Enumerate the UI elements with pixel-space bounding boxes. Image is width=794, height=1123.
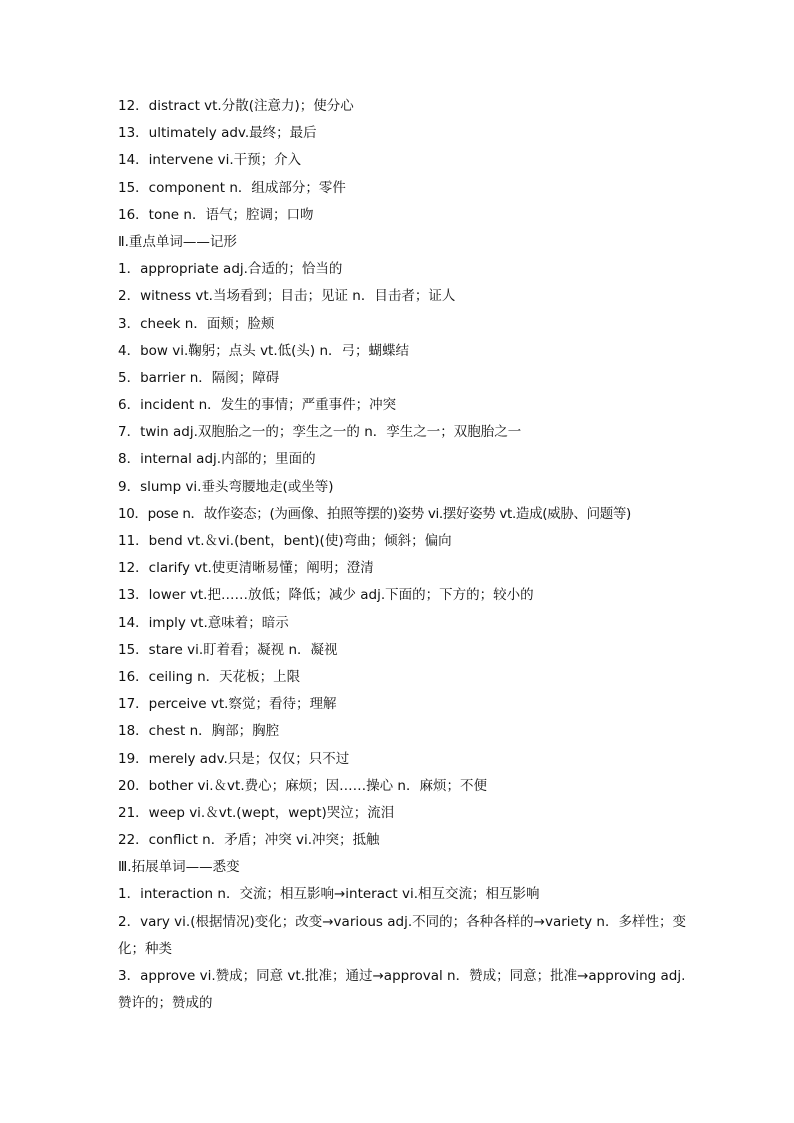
entry-line: 9．slump vi.垂头弯腰地走(或坐等) xyxy=(118,478,334,495)
entry-line: 17．perceive vt.察觉；看待；理解 xyxy=(118,696,337,713)
vocabulary-list xyxy=(118,93,688,1017)
entry-line: 12．distract vt.分散(注意力)；使分心 xyxy=(118,98,354,114)
entry-line: 18．chest n．胸部；胸腔 xyxy=(118,723,280,740)
entry-line: 14．intervene vi.干预；介入 xyxy=(118,152,302,169)
entry-line: 5．barrier n．隔阂；障碍 xyxy=(118,369,280,386)
entry-line: 1．interaction n．交流；相互影响→interact vi.相互交流；相互影响 xyxy=(118,886,540,903)
section-heading-extended-words: Ⅲ.拓展单词——悉变 xyxy=(118,859,240,876)
entry-line: 11．bend vt.＆vi.(bent，bent)(使)弯曲；倾斜；偏向 xyxy=(118,533,452,549)
entry-line: 7．twin adj.双胞胎之一的；孪生之一的 n．孪生之一；双胞胎之一 xyxy=(118,424,522,441)
entry-line: 4．bow vi.鞠躬；点头 vt.低(头) n．弓；蝴蝶结 xyxy=(118,342,410,359)
section-heading-key-words: Ⅱ.重点单词——记形 xyxy=(118,233,237,250)
entry-line: 15．component n．组成部分；零件 xyxy=(118,179,346,196)
entry-line: 21．weep vi.＆vt.(wept，wept)哭泣；流泪 xyxy=(118,804,395,821)
entry-line: 12．clarify vt.使更清晰易懂；阐明；澄清 xyxy=(118,560,374,577)
entry-line: 13．lower vt.把……放低；降低；减少 adj.下面的；下方的；较小的 xyxy=(118,587,534,604)
entry-line: 3．cheek n．面颊；脸颊 xyxy=(118,315,275,332)
entry-line-wrapped: 3．approve vi.赞成；同意 vt.批准；通过→approval n．赞成；同意；批准→approving adj.赞许的；赞成的 xyxy=(118,968,686,1012)
entry-line: 2．witness vt.当场看到；目击；见证 n．目击者；证人 xyxy=(118,288,456,305)
entry-line-wrapped: 2．vary vi.(根据情况)变化；改变→various adj.不同的；各种各样的→variety n．多样性；变化；种类 xyxy=(118,913,686,957)
entry-line: 1．appropriate adj.合适的；恰当的 xyxy=(118,261,343,278)
entry-line: 10．pose n．故作姿态；(为画像、拍照等摆的)姿势 vi.摆好姿势 vt.造成(威胁、问题等) xyxy=(118,505,631,522)
entry-line: 16．ceiling n．天花板；上限 xyxy=(118,668,301,685)
entry-line: 15．stare vi.盯着看；凝视 n．凝视 xyxy=(118,641,338,658)
entry-line: 16．tone n．语气；腔调；口吻 xyxy=(118,206,314,223)
entry-line: 20．bother vi.＆vt.费心；麻烦；因……操心 n．麻烦；不便 xyxy=(118,777,487,794)
entry-line: 19．merely adv.只是；仅仅；只不过 xyxy=(118,750,350,767)
entry-line: 22．conflict n．矛盾；冲突 vi.冲突；抵触 xyxy=(118,832,380,849)
entry-line: 6．incident n．发生的事情；严重事件；冲突 xyxy=(118,397,397,414)
entry-line: 14．imply vt.意味着；暗示 xyxy=(118,614,289,631)
entry-line: 13．ultimately adv.最终；最后 xyxy=(118,125,317,142)
entry-line: 8．internal adj.内部的；里面的 xyxy=(118,451,316,468)
